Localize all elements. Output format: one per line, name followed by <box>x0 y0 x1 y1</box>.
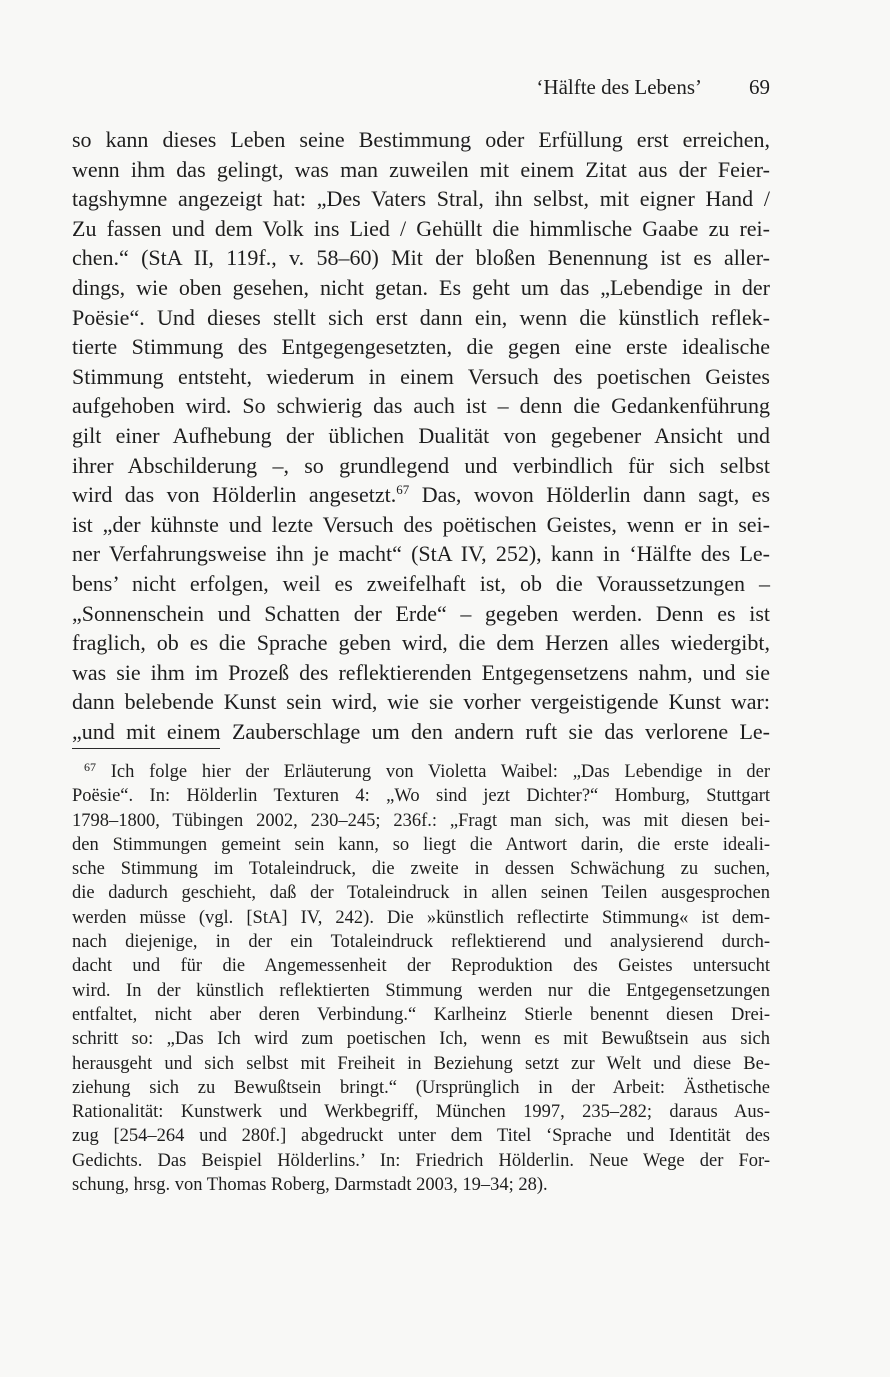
body-line: dann belebende Kunst sein wird, wie sie vorher vergeistigende Kunst war: <box>72 689 770 715</box>
footnote-reference: 67 <box>396 482 410 498</box>
body-text <box>72 125 770 746</box>
body-line: „Sonnenschein und Schatten der Erde“ – gegeben werden. Denn es ist <box>72 600 770 626</box>
body-line-with-footnote-ref <box>72 480 770 510</box>
footnote <box>72 760 770 1197</box>
body-line: was sie ihm im Prozeß des reflektierenden Entgegensetzens nahm, und sie <box>72 659 770 685</box>
body-line-tail: Das, wovon Hölderlin dann sagt, es <box>409 482 771 508</box>
footnote-line: Poësie“. In: Hölderlin Texturen 4: „Wo sind jezt Dichter?“ Homburg, Stuttgart <box>72 786 770 807</box>
body-line: Poësie“. Und dieses stellt sich erst dann ein, wenn die künstlich reflek- <box>72 304 770 330</box>
body-line: tierte Stimmung des Entgegengesetzten, die gegen eine erste idealische <box>72 334 770 360</box>
body-line: ner Verfahrungsweise ihn je macht“ (StA IV, 252), kann in ‘Hälfte des Le- <box>72 541 770 567</box>
footnote-line: die dadurch geschieht, daß der Totaleindruck in allen seinen Teilen ausgesprochen <box>72 883 770 904</box>
footnote-line: 1798–1800, Tübingen 2002, 230–245; 236f.: „Fragt man sich, was mit diesen bei- <box>72 810 770 831</box>
body-line: Zu fassen und dem Volk ins Lied / Gehüllt die himmlische Gaabe zu rei- <box>72 215 770 241</box>
body-line: aufgehoben wird. So schwierig das auch ist – denn die Gedankenführung <box>72 393 770 419</box>
footnote-line: wird. In der künstlich reflektierten Stimmung werden nur die Entgegensetzungen <box>72 980 770 1001</box>
running-title: ‘Hälfte des Lebens’ <box>536 75 702 99</box>
body-line: bens’ nicht erfolgen, weil es zweifelhaft ist, ob die Voraussetzungen – <box>72 570 770 596</box>
body-line: „und mit einem Zauberschlage um den andern ruft sie das verlorene Le- <box>72 718 770 744</box>
body-line: ist „der kühnste und lezte Versuch des poëtischen Geistes, wenn er in sei- <box>72 511 770 537</box>
footnote-separator <box>72 748 220 749</box>
body-line: ihrer Abschilderung –, so grundlegend und verbindlich für sich selbst <box>72 452 770 478</box>
footnote-line: herausgeht und sich selbst mit Freiheit in Beziehung setzt zur Welt und diese Be- <box>72 1053 770 1074</box>
footnote-line: schritt so: „Das Ich wird zum poetischen Ich, wenn es mit Bewußtsein aus sich <box>72 1029 770 1050</box>
body-line: so kann dieses Leben seine Bestimmung oder Erfüllung erst erreichen, <box>72 127 770 152</box>
footnote-line: Rationalität: Kunstwerk und Werkbegriff, München 1997, 235–282; daraus Aus- <box>72 1102 770 1123</box>
footnote-line: ziehung sich zu Bewußtsein bringt.“ (Ursprünglich in der Arbeit: Ästhetische <box>72 1077 770 1098</box>
body-line: gilt einer Aufhebung der üblichen Dualität von gegebener Ansicht und <box>72 422 770 448</box>
body-line: Stimmung entsteht, wiederum in einem Versuch des poetischen Geistes <box>72 363 770 389</box>
footnote-line: werden müsse (vgl. [StA] IV, 242). Die »künstlich reflectirte Stimmung« ist dem- <box>72 907 770 928</box>
body-line-head: wird das von Hölderlin angesetzt. <box>72 482 397 508</box>
footnote-line: entfaltet, nicht aber deren Verbindung.“ Karlheinz Stierle benennt diesen Drei- <box>72 1004 770 1025</box>
footnote-line-text: Ich folge hier der Erläuterung von Violetta Waibel: „Das Lebendige in der <box>96 762 770 782</box>
body-line: fraglich, ob es die Sprache geben wird, die dem Herzen alles wiedergibt, <box>72 630 770 656</box>
body-line: wenn ihm das gelingt, was man zuweilen mit einem Zitat aus der Feier- <box>72 156 770 182</box>
footnote-line: zug [254–264 und 280f.] abgedruckt unter dem Titel ‘Sprache und Identität des <box>72 1126 770 1147</box>
footnote-line: dacht und für die Angemessenheit der Reproduktion des Geistes untersucht <box>72 956 770 977</box>
footnote-number: 67 <box>84 760 96 774</box>
footnote-line <box>72 760 770 784</box>
footnote-line: schung, hrsg. von Thomas Roberg, Darmstadt 2003, 19–34; 28). <box>72 1175 548 1196</box>
footnote-line: sche Stimmung im Totaleindruck, die zweite in dessen Schwächung zu suchen, <box>72 859 770 880</box>
body-line: chen.“ (StA II, 119f., v. 58–60) Mit der bloßen Benennung ist es aller- <box>72 245 770 271</box>
footnote-line: Gedichts. Das Beispiel Hölderlins.’ In: Friedrich Hölderlin. Neue Wege der For- <box>72 1150 770 1171</box>
footnote-line: den Stimmungen gemeint sein kann, so liegt die Antwort darin, die erste ideali- <box>72 834 770 855</box>
running-header <box>72 72 770 102</box>
footnote-line: nach diejenige, in der ein Totaleindruck reflektierend und analysierend durch- <box>72 932 770 953</box>
body-line: dings, wie oben gesehen, nicht getan. Es geht um das „Lebendige in der <box>72 274 770 300</box>
page-number: 69 <box>749 75 770 99</box>
body-line: tagshymne angezeigt hat: „Des Vaters Stral, ihn selbst, mit eigner Hand / <box>72 186 770 212</box>
